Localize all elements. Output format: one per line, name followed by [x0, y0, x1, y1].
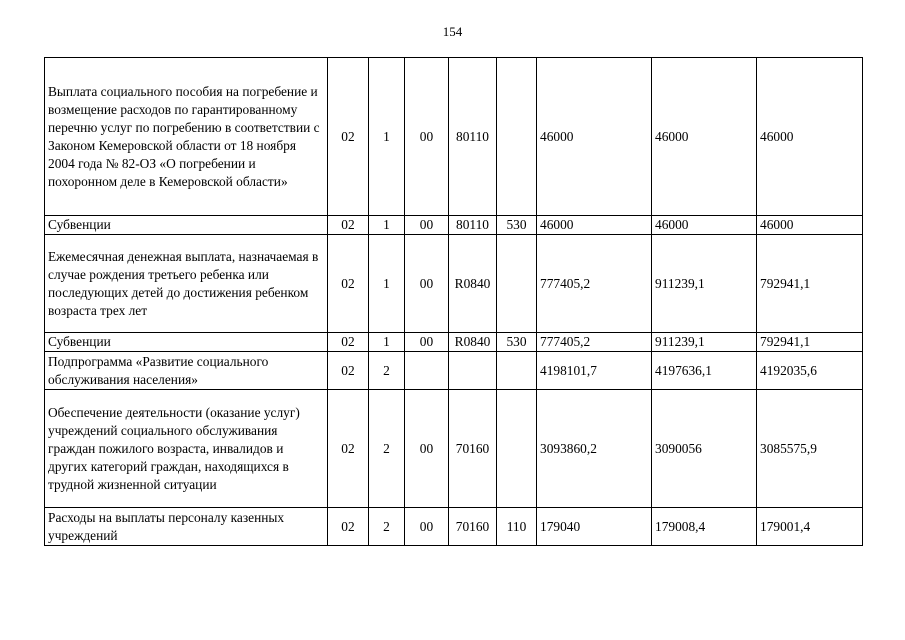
table-row	[45, 216, 863, 235]
subsection-code: 1	[369, 235, 405, 333]
section-code: 02	[328, 508, 369, 546]
value-1: 179040	[537, 508, 652, 546]
table-row	[45, 333, 863, 352]
article-code	[449, 352, 497, 390]
value-1: 3093860,2	[537, 390, 652, 508]
value-1: 777405,2	[537, 333, 652, 352]
value-1: 46000	[537, 216, 652, 235]
expense-type-code	[497, 235, 537, 333]
value-3: 46000	[757, 216, 863, 235]
row-name: Расходы на выплаты персоналу казенных учреждений	[45, 508, 328, 546]
value-3: 4192035,6	[757, 352, 863, 390]
value-1: 777405,2	[537, 235, 652, 333]
article-code: R0840	[449, 333, 497, 352]
page-number: 154	[442, 24, 463, 39]
program-code: 00	[405, 390, 449, 508]
article-code: R0840	[449, 235, 497, 333]
table-row	[45, 508, 863, 546]
subsection-code: 2	[369, 390, 405, 508]
value-3: 792941,1	[757, 333, 863, 352]
value-1: 46000	[537, 58, 652, 216]
value-2: 46000	[652, 58, 757, 216]
value-2: 179008,4	[652, 508, 757, 546]
expense-type-code: 530	[497, 216, 537, 235]
value-2: 911239,1	[652, 235, 757, 333]
section-code: 02	[328, 352, 369, 390]
program-code	[405, 352, 449, 390]
article-code: 70160	[449, 508, 497, 546]
expense-type-code	[497, 58, 537, 216]
value-1: 4198101,7	[537, 352, 652, 390]
expense-type-code	[497, 390, 537, 508]
row-name: Обеспечение деятельности (оказание услуг) учреждений социального обслуживания граждан пожилого возраста, инвалидов и других категорий граждан, находящихся в трудной жизненной ситуации	[45, 390, 328, 508]
section-code: 02	[328, 216, 369, 235]
value-3: 792941,1	[757, 235, 863, 333]
table-row	[45, 352, 863, 390]
section-code: 02	[328, 235, 369, 333]
table-row	[45, 235, 863, 333]
program-code: 00	[405, 58, 449, 216]
table-row	[45, 390, 863, 508]
section-code: 02	[328, 58, 369, 216]
subsection-code: 1	[369, 333, 405, 352]
row-name: Выплата социального пособия на погребение и возмещение расходов по гарантированному перечню услуг по погребению в соответствии с Законом Кемеровской области от 18 ноября 2004 года № 82-ОЗ «О погребении и похоронном деле в Кемеровской области»	[45, 58, 328, 216]
budget-table	[44, 57, 863, 546]
value-2: 46000	[652, 216, 757, 235]
article-code: 80110	[449, 216, 497, 235]
subsection-code: 2	[369, 352, 405, 390]
row-name: Субвенции	[45, 333, 328, 352]
program-code: 00	[405, 508, 449, 546]
article-code: 70160	[449, 390, 497, 508]
value-3: 3085575,9	[757, 390, 863, 508]
program-code: 00	[405, 216, 449, 235]
expense-type-code: 110	[497, 508, 537, 546]
section-code: 02	[328, 390, 369, 508]
value-2: 3090056	[652, 390, 757, 508]
value-2: 4197636,1	[652, 352, 757, 390]
value-3: 179001,4	[757, 508, 863, 546]
value-3: 46000	[757, 58, 863, 216]
subsection-code: 2	[369, 508, 405, 546]
subsection-code: 1	[369, 58, 405, 216]
subsection-code: 1	[369, 216, 405, 235]
expense-type-code: 530	[497, 333, 537, 352]
article-code: 80110	[449, 58, 497, 216]
table-row	[45, 58, 863, 216]
value-2: 911239,1	[652, 333, 757, 352]
row-name: Подпрограмма «Развитие социального обслуживания населения»	[45, 352, 328, 390]
row-name: Субвенции	[45, 216, 328, 235]
program-code: 00	[405, 333, 449, 352]
program-code: 00	[405, 235, 449, 333]
expense-type-code	[497, 352, 537, 390]
section-code: 02	[328, 333, 369, 352]
row-name: Ежемесячная денежная выплата, назначаемая в случае рождения третьего ребенка или последующих детей до достижения ребенком возраста трех лет	[45, 235, 328, 333]
